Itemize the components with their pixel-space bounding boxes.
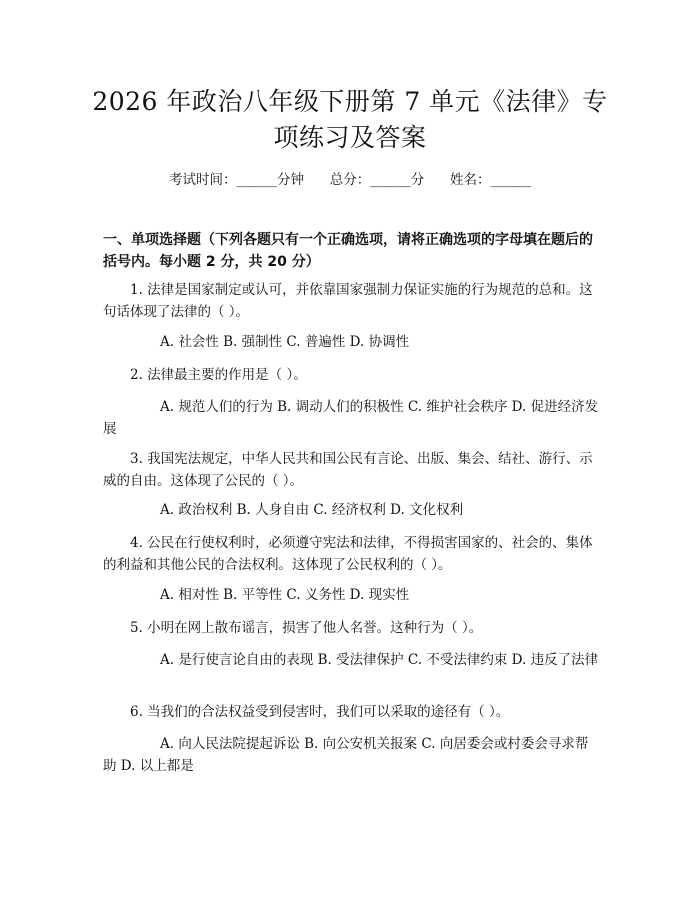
- question-1-options: A. 社会性 B. 强制性 C. 普遍性 D. 协调性: [160, 334, 410, 350]
- question-3-options: A. 政治权利 B. 人身自由 C. 经济权利 D. 文化权利: [160, 502, 464, 518]
- exam-info-line: 考试时间：______分钟 总分：______分 姓名：______: [169, 172, 531, 188]
- question-3: 3. 我国宪法规定，中华人民共和国公民有言论、出版、集会、结社、游行、示威的自由。这体现了公民的（ ）。: [103, 451, 593, 489]
- document-title: [70, 84, 630, 156]
- question-4-options: A. 相对性 B. 平等性 C. 义务性 D. 现实性: [160, 587, 410, 603]
- question-4: 4. 公民在行使权利时，必须遵守宪法和法律，不得损害国家的、社会的、集体的利益和其他公民的合法权利。这体现了公民权利的（ ）。: [103, 535, 593, 573]
- question-2: 2. 法律最主要的作用是（ ）。: [130, 367, 307, 383]
- question-2-options: A. 规范人们的行为 B. 调动人们的积极性 C. 维护社会秩序 D. 促进经济发展: [103, 399, 599, 437]
- question-5: 5. 小明在网上散布谣言，损害了他人名誉。这种行为（ ）。: [130, 620, 483, 636]
- question-6-options: A. 向人民法院提起诉讼 B. 向公安机关报案 C. 向居委会或村委会寻求帮助 D. 以上都是: [103, 736, 589, 774]
- question-1: 1. 法律是国家制定或认可，并依靠国家强制力保证实施的行为规范的总和。这句话体现了法律的（ ）。: [103, 282, 593, 320]
- title-line-1: 2026 年政治八年级下册第 7 单元《法律》专: [92, 87, 608, 116]
- section-heading: 一、单项选择题（下列各题只有一个正确选项，请将正确选项的字母填在题后的括号内。每小题 2 分，共 20 分）: [103, 232, 593, 270]
- title-line-2: 项练习及答案: [273, 123, 427, 152]
- question-6: 6. 当我们的合法权益受到侵害时，我们可以采取的途径有（ ）。: [130, 704, 510, 720]
- question-5-options: A. 是行使言论自由的表现 B. 受法律保护 C. 不受法律约束 D. 违反了法律: [160, 652, 599, 668]
